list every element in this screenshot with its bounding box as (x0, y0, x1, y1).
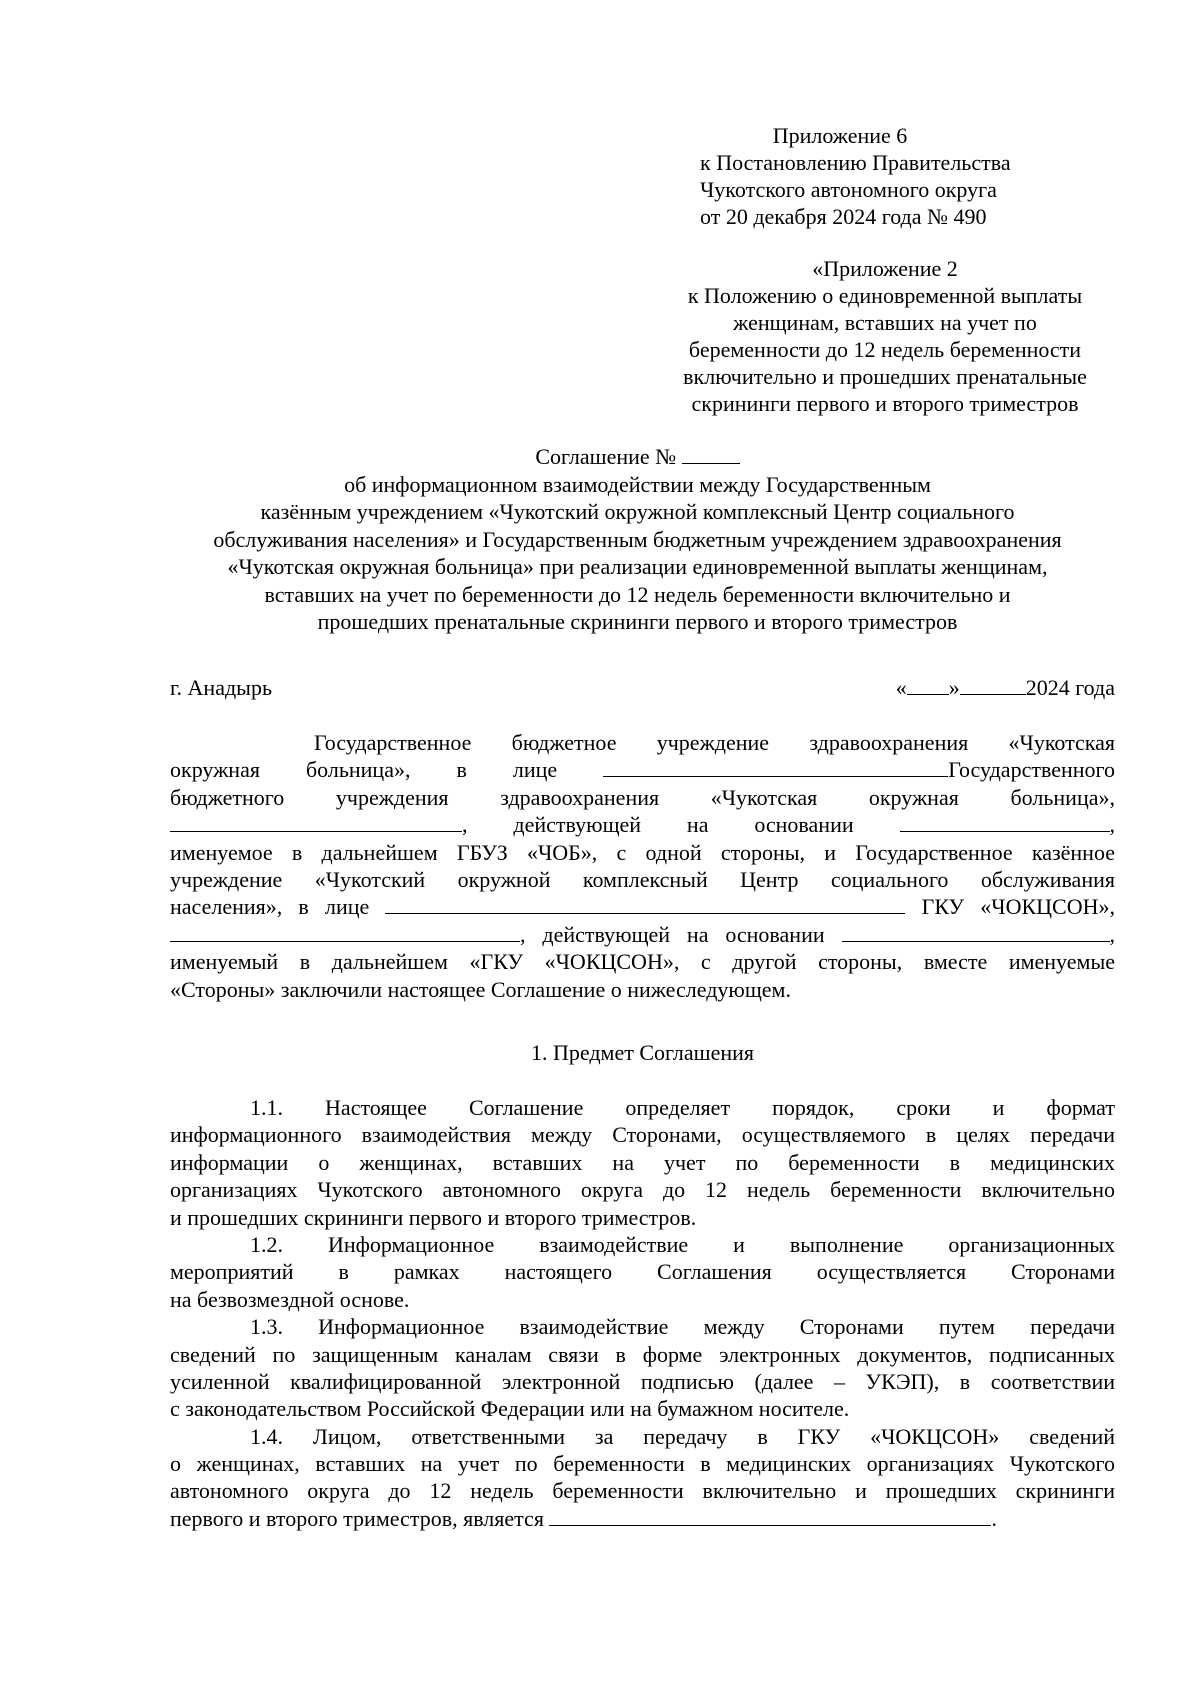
date-close-quote: » (948, 675, 960, 700)
clause-line: организациях Чукотского автономного округа до 12 недель беременности включительно (170, 1177, 1115, 1203)
clause-line: и прошедших скрининги первого и второго триместров. (170, 1204, 697, 1230)
clause-line (170, 1505, 1115, 1532)
basis-blank-1[interactable] (900, 811, 1110, 832)
appendix-sub-line: женщинам, вставших на учет по (733, 310, 1037, 335)
clause-line: на безвозмездной основе. (170, 1286, 410, 1312)
section-1-body (170, 1094, 1115, 1532)
place: г. Анадырь (170, 675, 272, 700)
appendix-sub-line: скрининги первого и второго триместров (691, 391, 1079, 416)
date-year: 2024 года (1025, 675, 1115, 700)
title-line: «Чукотская окружная больница» при реализации единовременной выплаты женщинам, (227, 554, 1048, 579)
preamble-line (170, 811, 1115, 838)
preamble (170, 729, 1115, 1003)
clause-text: первого и второго триместров, является (170, 1505, 544, 1531)
preamble-line (170, 893, 1115, 920)
appendix-header-line: к Постановлению Правительства (700, 150, 1011, 175)
clause-line: сведений по защищенным каналам связи в форме электронных документов, подписанных (170, 1341, 1115, 1367)
clause-line: 1.1. Настоящее Соглашение определяет порядок, сроки и формат (250, 1095, 1115, 1120)
clause-line: усиленной квалифицированной электронной подписью (далее – УКЭП), в соответствии (170, 1368, 1115, 1394)
appendix-header (700, 122, 1011, 230)
preamble-line: именуемое в дальнейшем ГБУЗ «ЧОБ», с одной стороны, и Государственное казённое (170, 839, 1115, 865)
clause-line: 1.2. Информационное взаимодействие и выполнение организационных (250, 1231, 1115, 1257)
appendix-sub-line: беременности до 12 недель беременности (688, 337, 1082, 362)
preamble-line: учреждение «Чукотский окружной комплексный Центр социального обслуживания (170, 866, 1115, 892)
preamble-text: , действующей на основании (520, 921, 825, 947)
date-month-blank[interactable] (960, 674, 1026, 695)
preamble-text: окружная больница», в лице (170, 757, 558, 783)
clause-line: мероприятий в рамках настоящего Соглашения осуществляется Сторонами (170, 1259, 1115, 1285)
preamble-text: населения», в лице (170, 894, 370, 920)
appendix-header-line: от 20 декабря 2024 года № 490 (700, 204, 987, 229)
appendix-header-line: Приложение 6 (772, 123, 908, 148)
clause-line: с законодательством Российской Федерации или на бумажном носителе. (170, 1396, 850, 1422)
agreement-number-label: Соглашение № (535, 444, 682, 469)
clause-line: информационного взаимодействия между Сторонами, осуществляемого в целях передачи (170, 1122, 1115, 1148)
preamble-line: именуемый в дальнейшем «ГКУ «ЧОКЦСОН», с другой стороны, вместе именуемые (170, 949, 1115, 975)
title-line: казённым учреждением «Чукотский окружной комплексный Центр социального (260, 499, 1015, 524)
date-open-quote: « (895, 675, 907, 700)
agreement-title (160, 443, 1115, 636)
responsible-person-blank[interactable] (549, 1505, 991, 1526)
appendix-sub (660, 255, 1110, 417)
clause-line: 1.4. Лицом, ответственными за передачу в ГКУ «ЧОКЦСОН» сведений (250, 1423, 1115, 1449)
representative-name-blank-1[interactable] (170, 811, 462, 832)
clause-line: информации о женщинах, вставших на учет по беременности в медицинских (170, 1149, 1115, 1175)
agreement-number-line (160, 443, 1115, 471)
date-day-blank[interactable] (907, 674, 949, 695)
appendix-sub-line: включительно и прошедших пренатальные (683, 364, 1087, 389)
preamble-text: , (1109, 812, 1116, 838)
clause-line: 1.3. Информационное взаимодействие между Сторонами путем передачи (250, 1314, 1115, 1340)
date (896, 674, 1115, 701)
preamble-text: , (1109, 921, 1116, 947)
clause-line: автономного округа до 12 недель беременности включительно и прошедших скрининги (170, 1478, 1115, 1504)
appendix-sub-line: к Положению о единовременной выплаты (687, 283, 1083, 308)
clause-text: . (991, 1505, 997, 1531)
preamble-text: Государственного (948, 757, 1115, 783)
preamble-line: «Стороны» заключили настоящее Соглашение о нижеследующем. (170, 976, 791, 1002)
preamble-line (170, 756, 1115, 783)
clause-line: о женщинах, вставших на учет по беременности в медицинских организациях Чукотского (170, 1451, 1115, 1477)
agreement-number-blank[interactable] (682, 443, 740, 464)
preamble-line: бюджетного учреждения здравоохранения «Чукотская окружная больница», (170, 784, 1115, 810)
preamble-line: Государственное бюджетное учреждение здравоохранения «Чукотская (314, 730, 1115, 755)
title-line: об информационном взаимодействии между Государственным (344, 471, 931, 497)
preamble-line (170, 921, 1115, 948)
preamble-text: , действующей на основании (462, 812, 854, 838)
representative-name-blank-2[interactable] (170, 921, 520, 942)
basis-blank-2[interactable] (842, 921, 1110, 942)
preamble-text: ГКУ «ЧОКЦСОН», (921, 894, 1115, 920)
appendix-header-line: Чукотского автономного округа (700, 177, 997, 202)
title-line: обслуживания населения» и Государственным бюджетным учреждением здравоохранения (213, 526, 1062, 552)
section-heading: 1. Предмет Соглашения (530, 1040, 755, 1065)
representative-blank-2[interactable] (385, 893, 905, 914)
appendix-sub-line: «Приложение 2 (812, 256, 958, 281)
title-line: вставших на учет по беременности до 12 недель беременности включительно и (264, 581, 1011, 607)
representative-blank-1[interactable] (603, 756, 948, 777)
title-line: прошедших пренатальные скрининги первого и второго триместров (317, 609, 958, 634)
